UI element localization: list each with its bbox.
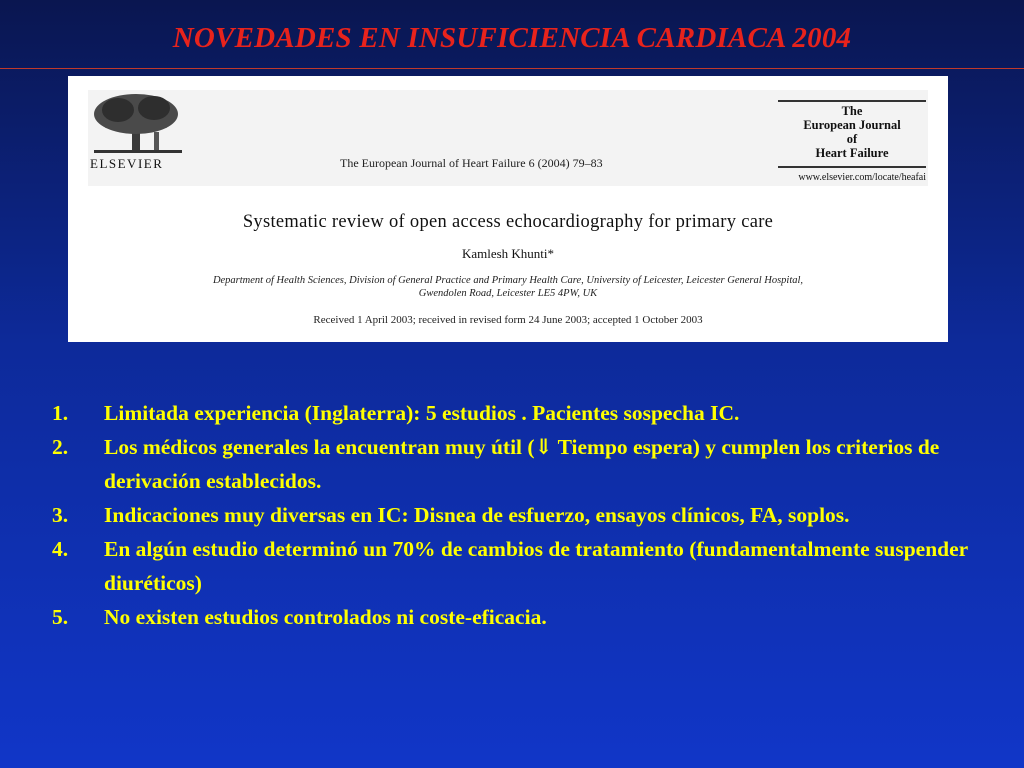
article-header-image <box>68 76 948 342</box>
list-item <box>52 430 982 498</box>
received-dates: Received 1 April 2003; received in revised form 24 June 2003; accepted 1 October 2003 <box>313 314 703 326</box>
journal-header <box>88 90 928 186</box>
article-title: Systematic review of open access echocardiography for primary care <box>242 212 774 232</box>
list-item <box>52 600 982 634</box>
journal-citation: The European Journal of Heart Failure 6 (2004) 79–83 <box>340 156 603 170</box>
list-item-text: Indicaciones muy diversas en IC: Disnea de esfuerzo, ensayos clínicos, FA, soplos. <box>104 503 850 527</box>
article-author: Kamlesh Khunti* <box>461 246 555 261</box>
affiliation-line: Department of Health Sciences, Division of General Practice and Primary Health Care, University of Leicester, Leicester General Hospital, <box>212 275 804 286</box>
list-item-number: 4. <box>52 537 69 561</box>
list-item-text: Limitada experiencia (Inglaterra): 5 estudios . Pacientes sospecha IC. <box>104 401 740 425</box>
journal-name-line: The <box>841 104 863 118</box>
list-item-number: 1. <box>52 401 69 425</box>
list-item <box>52 532 982 600</box>
journal-url: www.elsevier.com/locate/heafai <box>798 172 926 183</box>
affiliation-line: Gwendolen Road, Leicester LE5 4PW, UK <box>418 288 598 299</box>
journal-name-line: Heart Failure <box>815 146 889 160</box>
slide-title: NOVEDADES EN INSUFICIENCIA CARDIACA 2004 <box>172 22 852 54</box>
journal-name-line: of <box>846 132 858 146</box>
title-divider <box>0 68 1024 69</box>
list-item-number: 2. <box>52 435 69 459</box>
list-item <box>52 396 982 430</box>
list-item-text: No existen estudios controlados ni coste-eficacia. <box>104 605 547 629</box>
list-item-number: 5. <box>52 605 69 629</box>
journal-name-box <box>778 100 926 168</box>
author-affiliation <box>88 274 928 300</box>
key-points-list <box>52 396 982 634</box>
journal-name-line: European Journal <box>803 118 901 132</box>
list-item <box>52 498 982 532</box>
list-item-number: 3. <box>52 503 69 527</box>
list-item-text: En algún estudio determinó un 70% de cambios de tratamiento (fundamentalmente suspender diuréticos) <box>104 537 968 595</box>
publisher-name: ELSEVIER <box>90 156 164 171</box>
list-item-text: Los médicos generales la encuentran muy útil (⇓ Tiempo espera) y cumplen los criterios de derivación establecidos. <box>104 435 940 493</box>
